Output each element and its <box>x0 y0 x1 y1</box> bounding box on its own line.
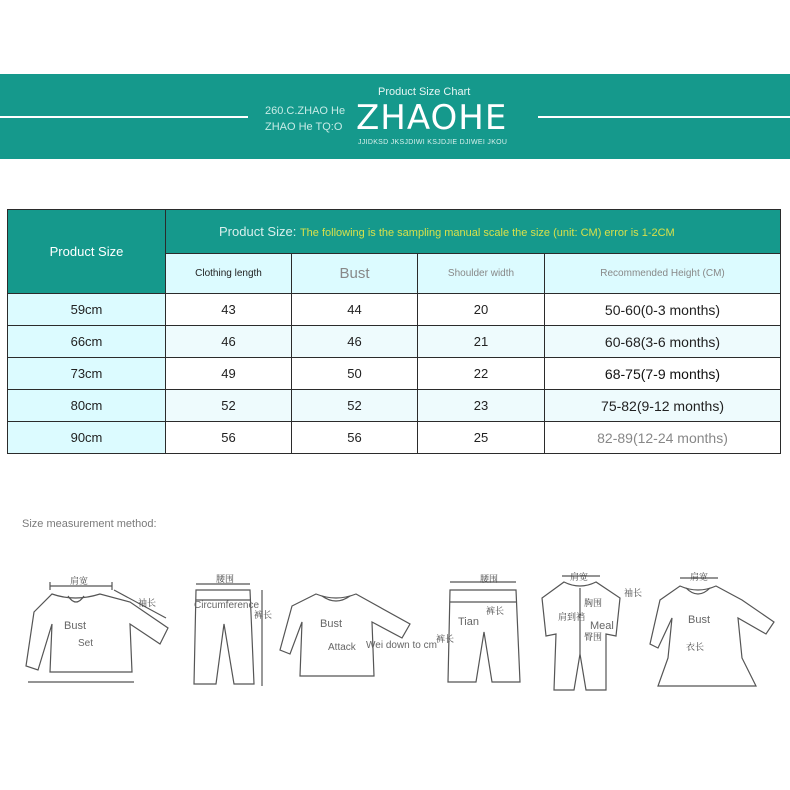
wei-label: Wei down to cm <box>366 640 437 651</box>
sleeve-mark: 袖长 <box>138 598 157 608</box>
size-cell: 80cm <box>8 390 166 422</box>
shoulder-cell: 21 <box>418 326 545 358</box>
bust-cell: 46 <box>292 326 418 358</box>
hip-mark: 臀围 <box>584 632 603 642</box>
column-header: Clothing length <box>166 254 292 294</box>
size-cell: 66cm <box>8 326 166 358</box>
set-label: Set <box>78 638 94 649</box>
shoulder-cell: 22 <box>418 358 545 390</box>
inseam-mark: 裤长 <box>436 634 455 644</box>
height-cell: 75-82(9-12 months) <box>545 390 781 422</box>
length-cell: 43 <box>166 294 292 326</box>
header-note <box>166 210 781 254</box>
bust-label: Bust <box>688 614 711 626</box>
header-note-text: The following is the sampling manual scale the size (unit: CM) error is 1-2CM <box>299 227 675 239</box>
shoulder-cell: 23 <box>418 390 545 422</box>
height-cell: 82-89(12-24 months) <box>545 422 781 454</box>
bust-cell: 44 <box>292 294 418 326</box>
header-banner <box>0 74 790 159</box>
table-row <box>8 390 781 422</box>
column-header: Recommended Height (CM) <box>545 254 781 294</box>
length-cell: 46 <box>166 326 292 358</box>
bust-cell: 50 <box>292 358 418 390</box>
height-cell: 60-68(3-6 months) <box>545 326 781 358</box>
length-mark: 裤长 <box>486 606 505 616</box>
size-cell: 73cm <box>8 358 166 390</box>
bust-cell: 52 <box>292 390 418 422</box>
bust-label: Bust <box>64 620 87 632</box>
size-table <box>7 209 781 454</box>
table-row <box>8 422 781 454</box>
raglan-top-diagram <box>278 584 436 684</box>
size-cell: 90cm <box>8 422 166 454</box>
length-cell: 49 <box>166 358 292 390</box>
shoulder-mark: 肩宽 <box>690 572 709 582</box>
long-sleeve-top-illustration <box>20 572 170 688</box>
height-cell: 68-75(7-9 months) <box>545 358 781 390</box>
length-cell: 52 <box>166 390 292 422</box>
size-cell: 59cm <box>8 294 166 326</box>
banner-divider-left <box>0 116 248 118</box>
method-title: Size measurement method: <box>22 518 157 530</box>
attack-label: Attack <box>328 642 356 653</box>
banner-caption: Product Size Chart <box>378 86 471 98</box>
banner-divider-right <box>538 116 790 118</box>
table-row <box>8 294 781 326</box>
shoulder-mark: 肩宽 <box>570 572 589 582</box>
header-product-size: Product Size <box>8 210 166 294</box>
height-cell: 50-60(0-3 months) <box>545 294 781 326</box>
pants-illustration <box>186 572 273 690</box>
raglan-top-illustration <box>278 584 436 684</box>
bust-cell: 56 <box>292 422 418 454</box>
shoulder-cell: 25 <box>418 422 545 454</box>
length-cell: 56 <box>166 422 292 454</box>
shoulder-cell: 20 <box>418 294 545 326</box>
shorts-diagram <box>436 572 526 690</box>
table-row <box>8 326 781 358</box>
shorts-illustration <box>436 572 526 690</box>
waist-mark: 腰围 <box>216 574 235 584</box>
waist-mark: 腰围 <box>480 574 499 584</box>
banner-sub-text: 260.C.ZHAO He ZHAO He TQ:O <box>265 105 346 133</box>
length-mark: 衣长 <box>686 642 705 652</box>
shoulder-mark: 肩宽 <box>70 576 89 586</box>
side-mark: 肩到裆 <box>558 612 586 622</box>
table-row <box>8 358 781 390</box>
column-header: Shoulder width <box>418 254 545 294</box>
romper-diagram <box>540 570 643 694</box>
header-note-label: Product Size: <box>219 224 297 239</box>
top-diagram <box>20 572 170 688</box>
length-mark: 裤长 <box>254 610 273 620</box>
pants-diagram <box>186 572 273 690</box>
chest-mark: 胸围 <box>584 598 603 608</box>
meal-label: Meal <box>590 620 614 632</box>
brand-logo: ZHAOHE <box>356 98 508 138</box>
tian-label: Tian <box>458 616 479 628</box>
banner-tagline: JJIDKSD JKSJDIWI KSJDJIE DJIWEI JKOU <box>358 139 508 146</box>
circumference-label: Circumference <box>194 600 260 611</box>
bust-label: Bust <box>320 618 343 630</box>
column-header: Bust <box>292 254 418 294</box>
arm-mark: 袖长 <box>624 588 643 598</box>
dress-diagram <box>646 570 778 694</box>
dress-illustration <box>646 570 778 694</box>
